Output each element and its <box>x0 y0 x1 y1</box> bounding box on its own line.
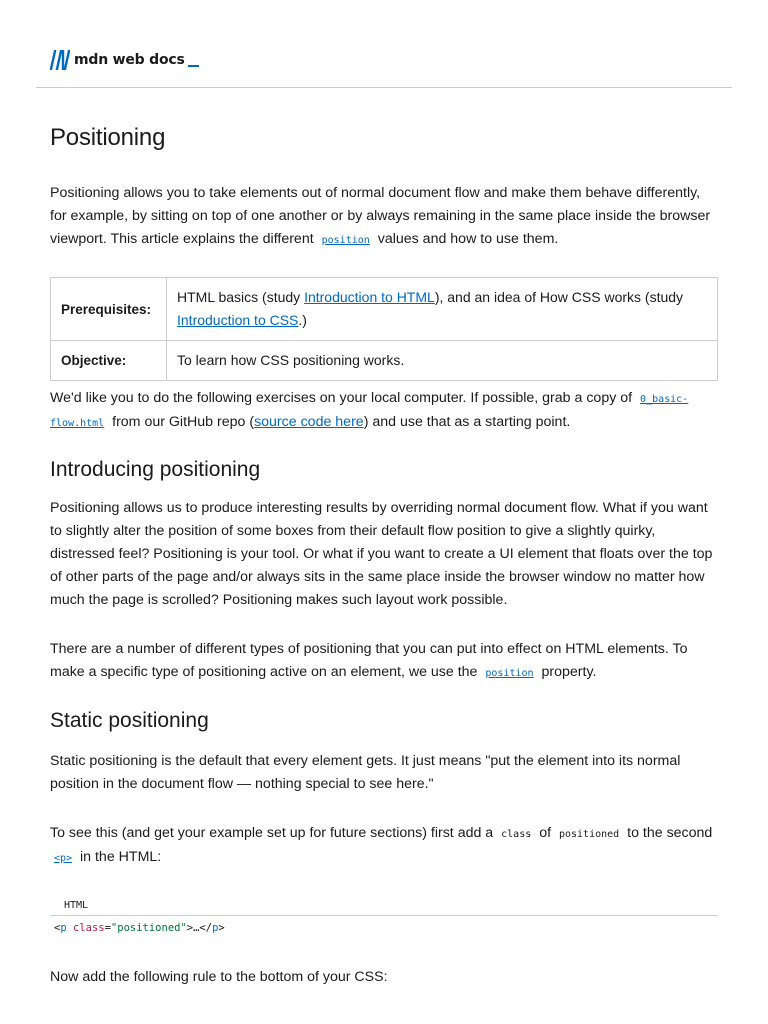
code-punct: = <box>104 922 111 934</box>
mdn-m-icon <box>50 50 70 70</box>
html-code-example <box>50 896 718 940</box>
objective-value: To learn how CSS positioning works. <box>167 341 718 381</box>
intro-text-end: values and how to use them. <box>373 231 559 247</box>
objective-label: Objective: <box>51 341 167 381</box>
code-punct: > <box>218 922 225 934</box>
static-text-end: in the HTML: <box>76 849 162 865</box>
position-code-link[interactable] <box>318 231 374 247</box>
code-tag-name: p <box>212 922 219 934</box>
class-code: class <box>501 829 532 840</box>
code-punct: < <box>54 922 61 934</box>
exercise-paragraph <box>50 387 718 435</box>
source-code-link[interactable]: source code here <box>254 414 364 430</box>
position-code: position <box>321 235 370 246</box>
section-heading-static: Static positioning <box>50 709 209 732</box>
exercise-text-end: ) and use that as a starting point. <box>363 414 571 430</box>
code-tag-name: p <box>60 922 67 934</box>
introducing-paragraph-1: Positioning allows us to produce interesting results by overriding normal document flow. What if you want to slightly alter the position of some boxes from their default flow position to give a slightly quirky, distressed feel? Positioning is your tool. Or what if you want to create a UI element that floats over the top of other parts of the page and/or always sits in the same place inside the browser window no matter how much the page is scrolled? Positioning makes such layout work possible. <box>50 500 713 608</box>
static-text: To see this (and get your example set up for future sections) first add a <box>50 825 498 841</box>
code-line <box>50 916 718 940</box>
introducing-text: There are a number of different types of positioning that you can put into effect on HTML elements. To make a specific type of positioning active on an element, we use the <box>50 641 688 680</box>
static-text: to the second <box>623 825 713 841</box>
static-paragraph-2 <box>50 822 718 870</box>
position-code: position <box>485 668 534 679</box>
p-element-link[interactable] <box>50 849 76 865</box>
intro-paragraph <box>50 182 718 252</box>
prereq-text: .) <box>298 312 307 328</box>
mdn-logo-link[interactable] <box>50 50 199 70</box>
brand-name: mdn web docs <box>74 52 185 68</box>
introducing-text-end: property. <box>537 664 597 680</box>
prereq-text: HTML basics (study <box>177 289 305 305</box>
basic-flow-code: 0_basic-flow.html <box>50 394 689 429</box>
exercise-text: from our GitHub repo ( <box>108 414 255 430</box>
static-paragraph-3: Now add the following rule to the bottom of your CSS: <box>50 969 388 985</box>
introducing-paragraph-2 <box>50 638 718 685</box>
site-header <box>36 0 732 88</box>
intro-css-link[interactable]: Introduction to CSS <box>177 312 299 328</box>
code-attr-name: class <box>72 922 105 934</box>
static-text: of <box>535 825 555 841</box>
positioned-code: positioned <box>558 829 620 840</box>
intro-text: Positioning allows you to take elements out of normal document flow and make them behave differently, for example, by sitting on top of one another or by always remaining in the same place inside the browser viewport. This article explains the different <box>50 185 711 247</box>
code-punct: >…</ <box>186 922 213 934</box>
intro-html-link[interactable]: Introduction to HTML <box>304 289 435 305</box>
code-language-label: HTML <box>50 896 718 916</box>
prerequisites-label: Prerequisites: <box>51 278 167 341</box>
exercise-text: We'd like you to do the following exercises on your local computer. If possible, grab a copy of <box>50 390 637 406</box>
prerequisites-row <box>51 278 718 341</box>
section-heading-introducing: Introducing positioning <box>50 458 261 481</box>
learning-outcomes-table <box>50 277 718 381</box>
p-element-code: <p> <box>54 853 73 864</box>
code-attr-value: "positioned" <box>110 922 187 934</box>
position-property-link[interactable] <box>481 664 537 680</box>
objective-row <box>51 341 718 381</box>
prerequisites-value <box>167 278 718 341</box>
prereq-text: ), and an idea of How CSS works (study <box>434 289 684 305</box>
page-title: Positioning <box>50 124 166 151</box>
brand-cursor <box>188 65 199 67</box>
static-paragraph-1: Static positioning is the default that every element gets. It just means "put the element into its normal position in the document flow — nothing special to see here." <box>50 753 681 792</box>
